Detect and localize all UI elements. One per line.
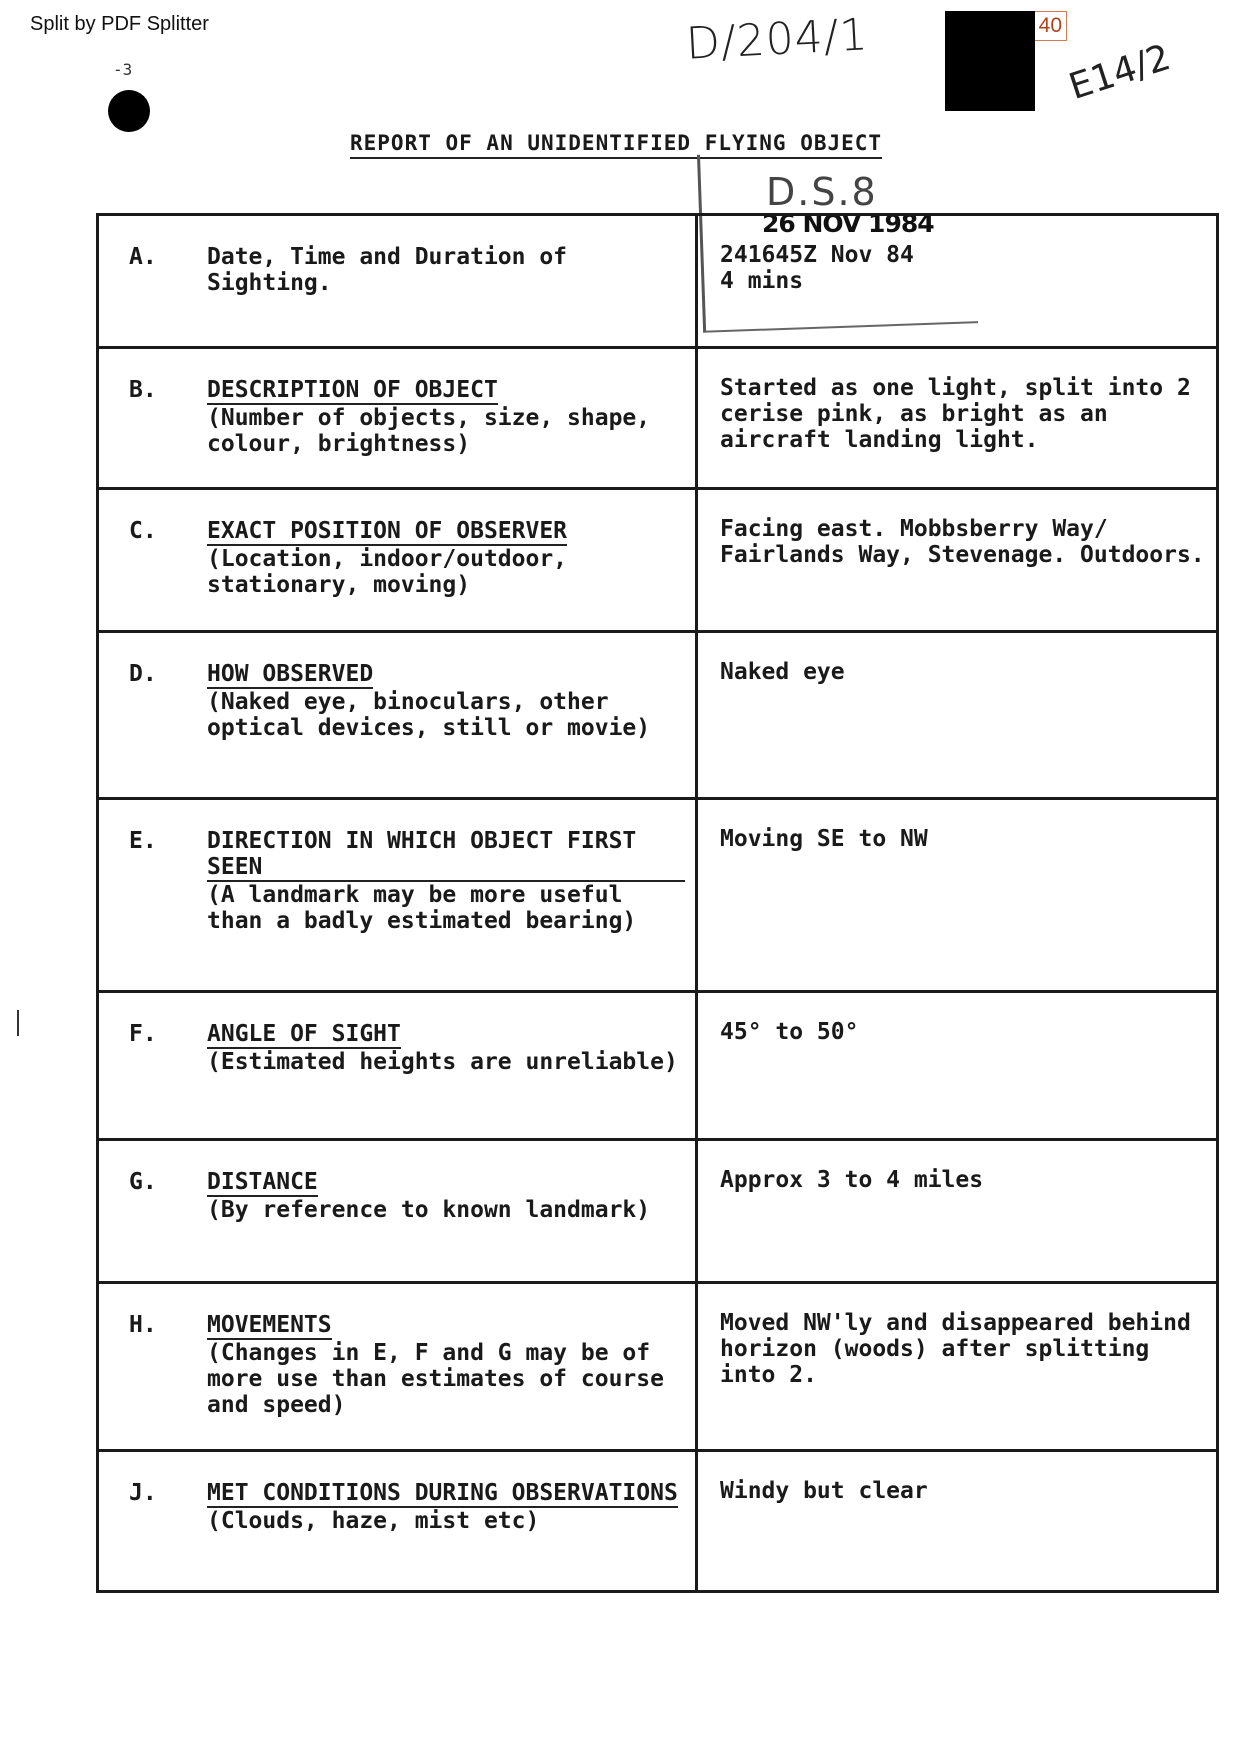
question-heading: ANGLE OF SIGHT <box>207 1021 401 1047</box>
stamp-date: 26 NOV 1984 <box>762 209 934 238</box>
redaction-block <box>945 11 1035 111</box>
section-number: 40 <box>1038 14 1062 37</box>
file-reference: D/204/1 <box>684 9 870 70</box>
question-cell <box>98 632 697 799</box>
answer-cell <box>697 489 1218 632</box>
row-letter: A. <box>129 244 157 270</box>
question-cell <box>98 489 697 632</box>
question-cell <box>98 215 697 348</box>
question-text: Date, Time and Duration of Sighting. <box>207 244 568 296</box>
answer-cell <box>697 215 1218 348</box>
answer-text: Windy but clear <box>720 1478 928 1504</box>
answer-text: 45° to 50° <box>720 1019 859 1045</box>
answer-text: Started as one light, split into 2 cerise pink, as bright as an aircraft landing light. <box>720 375 1191 453</box>
table-row <box>98 992 1218 1140</box>
answer-text: Moving SE to NW <box>720 826 928 852</box>
report-form-table <box>96 213 1219 1593</box>
margin-mark <box>17 1010 19 1036</box>
row-letter: E. <box>129 828 157 854</box>
answer-cell <box>697 992 1218 1140</box>
question-cell <box>98 1283 697 1451</box>
table-row <box>98 1283 1218 1451</box>
answer-text: Naked eye <box>720 659 845 685</box>
answer-text: Approx 3 to 4 miles <box>720 1167 984 1193</box>
row-letter: G. <box>129 1169 157 1195</box>
row-letter: F. <box>129 1021 157 1047</box>
folio-reference: E14/2 <box>1064 36 1176 109</box>
question-heading: MET CONDITIONS DURING OBSERVATIONS <box>207 1480 678 1506</box>
question-text: (A landmark may be more useful than a badly estimated bearing) <box>207 882 637 934</box>
table-row <box>98 348 1218 489</box>
question-heading: MOVEMENTS <box>207 1312 332 1338</box>
question-heading: DESCRIPTION OF OBJECT <box>207 377 498 403</box>
question-cell <box>98 1140 697 1283</box>
question-heading: DISTANCE <box>207 1169 318 1195</box>
question-text: (Naked eye, binoculars, other optical devices, still or movie) <box>207 689 651 741</box>
row-letter: B. <box>129 377 157 403</box>
question-heading: EXACT POSITION OF OBSERVER <box>207 518 568 544</box>
answer-cell <box>697 1451 1218 1592</box>
question-heading: DIRECTION IN WHICH OBJECT FIRST SEEN <box>207 828 685 882</box>
answer-cell <box>697 632 1218 799</box>
table-row <box>98 799 1218 992</box>
row-letter: J. <box>129 1480 157 1506</box>
question-cell <box>98 348 697 489</box>
answer-cell <box>697 1283 1218 1451</box>
question-text: (Changes in E, F and G may be of more use than estimates of course and speed) <box>207 1340 664 1418</box>
question-text: (Number of objects, size, shape, colour, brightness) <box>207 405 651 457</box>
question-text: (Location, indoor/outdoor, stationary, moving) <box>207 546 568 598</box>
answer-text: Facing east. Mobbsberry Way/ Fairlands Way, Stevenage. Outdoors. <box>720 516 1205 568</box>
question-text: (Estimated heights are unreliable) <box>207 1049 678 1075</box>
question-cell <box>98 992 697 1140</box>
pdf-splitter-label: Split by PDF Splitter <box>30 13 209 35</box>
answer-text: Moved NW'ly and disappeared behind horizon (woods) after splitting into 2. <box>720 1310 1191 1388</box>
punch-hole-icon <box>108 90 150 132</box>
answer-cell <box>697 348 1218 489</box>
question-text: (By reference to known landmark) <box>207 1197 651 1223</box>
question-heading: HOW OBSERVED <box>207 661 374 687</box>
row-letter: H. <box>129 1312 157 1338</box>
corner-mark: -3 <box>113 60 133 79</box>
page-title: REPORT OF AN UNIDENTIFIED FLYING OBJECT <box>350 131 882 159</box>
answer-text: 241645Z Nov 84 4 mins <box>720 242 914 294</box>
row-letter: C. <box>129 518 157 544</box>
question-text: (Clouds, haze, mist etc) <box>207 1508 540 1534</box>
answer-cell <box>697 1140 1218 1283</box>
table-row <box>98 1451 1218 1592</box>
question-cell <box>98 1451 697 1592</box>
table-row <box>98 632 1218 799</box>
stamp-office: D.S.8 <box>766 170 878 214</box>
table-row <box>98 215 1218 348</box>
question-cell <box>98 799 697 992</box>
table-row <box>98 1140 1218 1283</box>
answer-cell <box>697 799 1218 992</box>
row-letter: D. <box>129 661 157 687</box>
table-row <box>98 489 1218 632</box>
